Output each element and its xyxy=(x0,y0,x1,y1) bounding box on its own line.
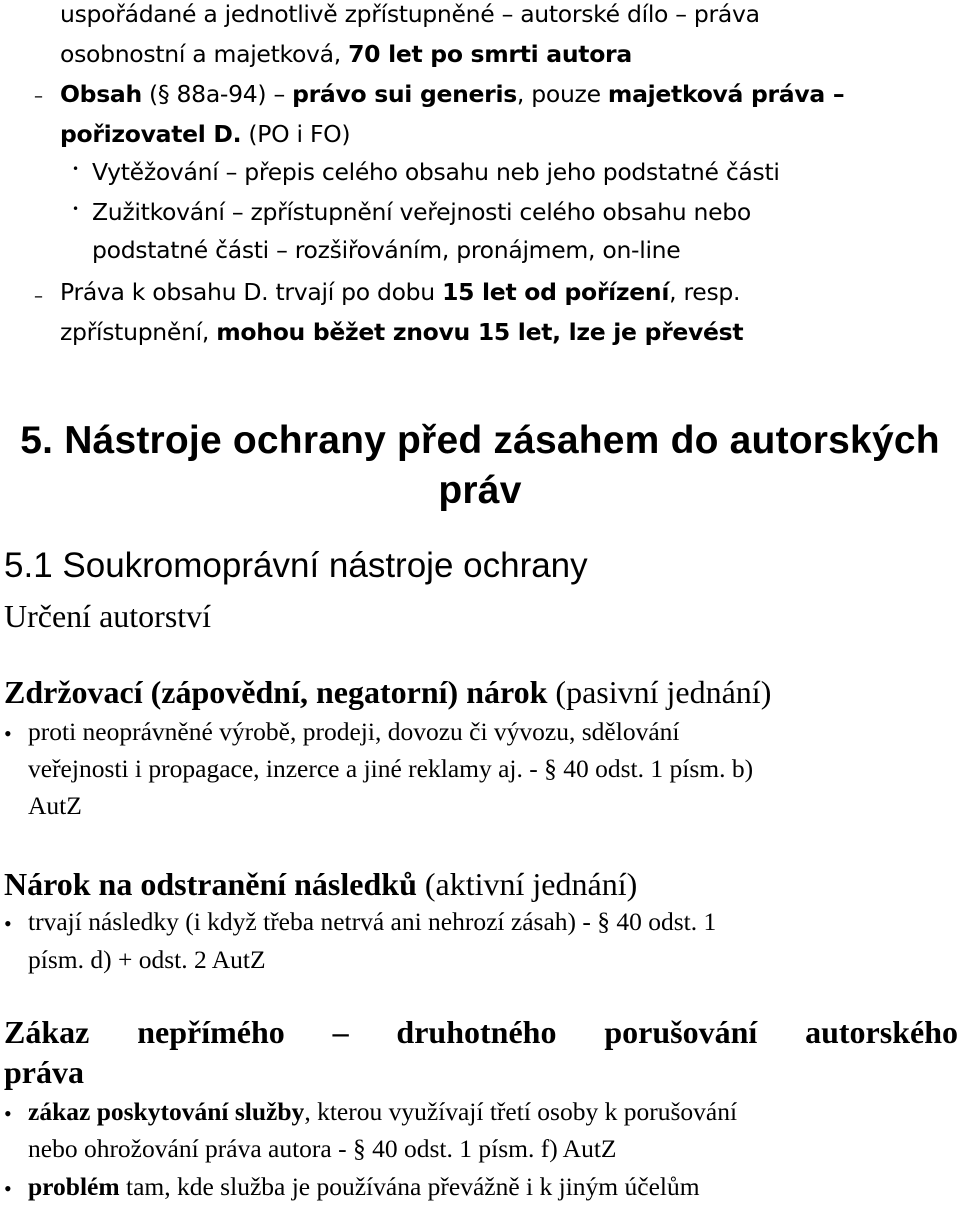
bullet-3: • xyxy=(4,1101,12,1126)
text-line-8 xyxy=(60,272,740,312)
text-line-9-a: zpřístupnění, xyxy=(60,318,217,346)
odstraneni-line-2: písm. d) + odst. 2 AutZ xyxy=(28,945,266,974)
title-zakaz-neprimeho xyxy=(4,1012,958,1052)
section-heading-line-2: práv xyxy=(438,469,522,512)
text-line-3-d: , pouze xyxy=(516,80,608,108)
title-zakaz-word-6: autorského xyxy=(805,1014,958,1050)
term-15-let: 15 let od pořízení xyxy=(442,278,670,306)
term-majetkova-prava: majetková práva – xyxy=(607,80,845,108)
bullet-2: • xyxy=(4,911,12,936)
zakaz-item-1-bold: zákaz poskytování služby xyxy=(28,1097,305,1126)
term-sui-generis: právo sui generis xyxy=(292,80,517,108)
text-line-8-a: Práva k obsahu D. trvají po dobu xyxy=(60,278,443,306)
title-zdrzovaci-rest: (pasivní jednání) xyxy=(547,674,772,710)
bullet-4: • xyxy=(4,1176,12,1201)
section-heading-line-1: 5. Nástroje ochrany před zásahem do autorských xyxy=(20,419,940,462)
title-zakaz-word-5: porušování xyxy=(604,1014,758,1050)
zdrzovaci-line-2: veřejnosti i propagace, inzerce a jiné reklamy aj. - § 40 odst. 1 písm. b) xyxy=(28,754,754,783)
title-zdrzovaci-bold: Zdržovací (zápovědní, negatorní) nárok xyxy=(4,674,548,710)
dot-marker-2: • xyxy=(72,202,80,216)
title-zakaz-word-4: druhotného xyxy=(396,1014,557,1050)
term-mohou-bezet: mohou běžet znovu 15 let, lze je převést xyxy=(216,318,744,346)
zdrzovaci-line-1: proti neoprávněné výrobě, prodeji, dovozu či vývozu, sdělování xyxy=(28,717,680,746)
title-zakaz-line-2: práva xyxy=(4,1054,84,1090)
odstraneni-line-1: trvají následky (i když třeba netrvá ani nehrozí zásah) - § 40 odst. 1 xyxy=(28,907,717,936)
title-odstraneni-nasledku xyxy=(4,864,637,904)
title-zdrzovaci-narok xyxy=(4,672,771,712)
zakaz-item-1 xyxy=(28,1094,737,1130)
title-zakaz-word-2: nepřímého xyxy=(137,1014,285,1050)
text-line-2-a: osobnostní a majetková, xyxy=(60,40,349,68)
term-obsah: Obsah xyxy=(60,80,142,108)
zakaz-item-2-bold: problém xyxy=(28,1172,120,1201)
text-line-3-b: (§ 88a-94) – xyxy=(141,80,293,108)
title-zakaz-word-3: – xyxy=(332,1014,349,1050)
sub-item-2: Zužitkování – zpřístupnění veřejnosti celého obsahu nebo xyxy=(92,198,751,226)
text-line-4 xyxy=(60,114,350,154)
zakaz-item-1-cont: nebo ohrožování práva autora - § 40 odst. 1 písm. f) AutZ xyxy=(28,1134,617,1163)
dash-marker-2: – xyxy=(34,286,43,307)
title-odstraneni-rest: (aktivní jednání) xyxy=(416,866,638,902)
zakaz-item-2 xyxy=(28,1169,700,1205)
dash-marker-1: – xyxy=(34,86,43,107)
sub-item-1: Vytěžování – přepis celého obsahu neb jeho podstatné části xyxy=(92,158,780,186)
text-line-1: uspořádané a jednotlivě zpřístupněné – autorské dílo – práva xyxy=(60,0,760,28)
text-line-4-b: (PO i FO) xyxy=(241,120,351,148)
text-line-9 xyxy=(60,312,743,352)
text-line-3 xyxy=(60,74,844,114)
term-porizovatel: pořizovatel D. xyxy=(60,120,242,148)
title-zakaz-word-1: Zákaz xyxy=(4,1014,90,1050)
text-line-2 xyxy=(60,34,632,74)
text-line-8-c: , resp. xyxy=(669,278,741,306)
dot-marker-1: • xyxy=(72,162,80,176)
sub-item-2-cont: podstatné části – rozšiřováním, pronájmem, on-line xyxy=(92,236,681,264)
zdrzovaci-line-3: AutZ xyxy=(28,791,82,820)
title-urceni-autorstvi: Určení autorství xyxy=(4,598,212,634)
term-70-let: 70 let po smrti autora xyxy=(348,40,632,68)
title-odstraneni-bold: Nárok na odstranění následků xyxy=(4,866,417,902)
zakaz-item-2-rest: tam, kde služba je používána převážně i k jiným účelům xyxy=(119,1172,700,1201)
zakaz-item-1-rest: , kterou využívají třetí osoby k porušování xyxy=(304,1097,738,1126)
subsection-heading: 5.1 Soukromoprávní nástroje ochrany xyxy=(4,546,588,585)
bullet-1: • xyxy=(4,721,12,746)
